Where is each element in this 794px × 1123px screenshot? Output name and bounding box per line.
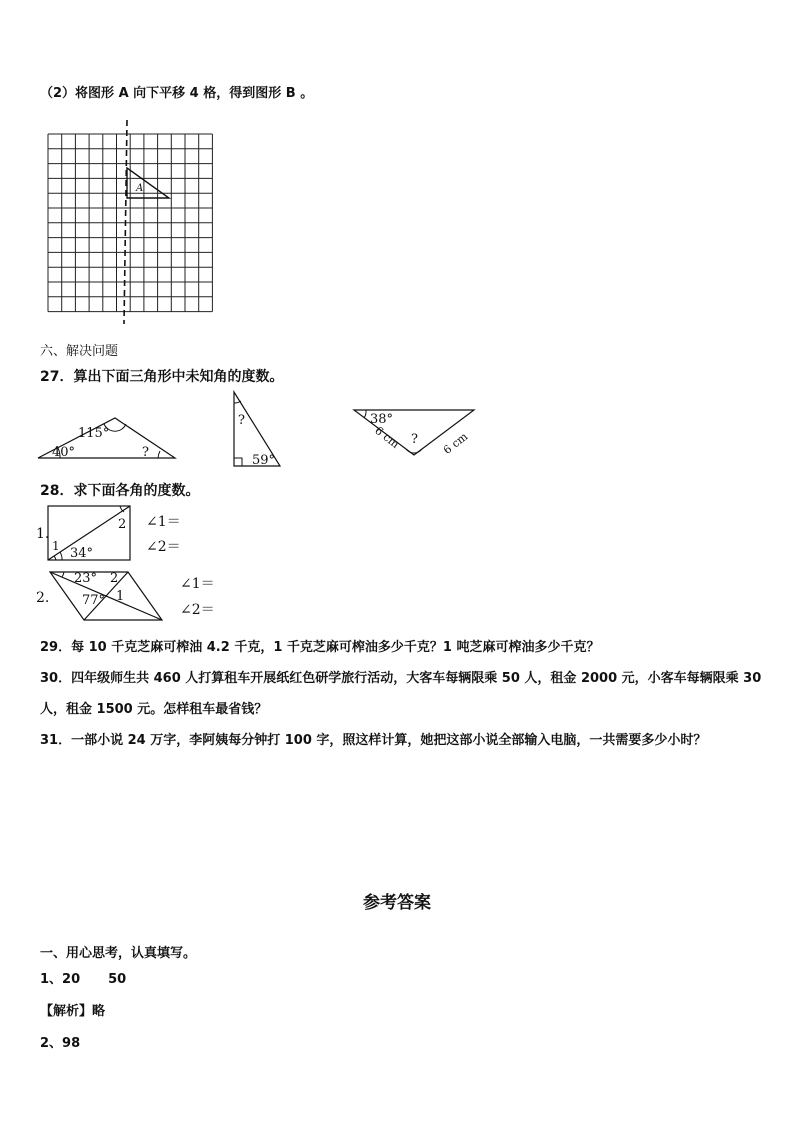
q28-figure-1 [34, 500, 204, 564]
answer-2: 2、98 [40, 1036, 81, 1051]
f1-answer-2: ∠2＝ [146, 539, 181, 555]
f1-number: 1. [36, 526, 50, 542]
section6-heading: 六、解决问题 [40, 344, 119, 359]
t3-side-right: 6 cm [440, 429, 471, 457]
answers-section1: 一、用心思考，认真填写。 [40, 946, 197, 961]
t1-unknown: ? [142, 445, 149, 460]
f1-answer-1: ∠1＝ [146, 514, 181, 530]
t3-angle-38: 38° [370, 412, 394, 427]
f1-angle-2: 2 [118, 517, 127, 532]
f1-angle-1: 1 [52, 539, 60, 553]
q31-text: 31．一部小说 24 万字，李阿姨每分钟打 100 字，照这样计算，她把这部小说全部输入电脑，一共需要多少小时？ [40, 733, 707, 748]
answer-1 [40, 968, 126, 987]
t2-unknown: ? [238, 413, 245, 428]
t3-side-left: 6 cm [372, 424, 402, 451]
f2-angle-77: 77° [82, 593, 106, 608]
f2-answer-1: ∠1＝ [180, 576, 215, 592]
f2-angle-2: 2 [110, 571, 119, 586]
dashed-axis-line [124, 120, 127, 324]
answers-title: 参考答案 [363, 893, 431, 913]
t2-angle-59: 59° [252, 453, 276, 468]
f2-number: 2. [36, 590, 50, 606]
q29-text: 29．每 10 千克芝麻可榨油 4.2 千克，1 千克芝麻可榨油多少千克？1 吨芝麻可榨油多少千克？ [40, 640, 600, 655]
answer-1-note: 【解析】略 [40, 1004, 106, 1019]
f1-angle-34: 34° [70, 546, 94, 561]
answer-1-first: 1、20 [40, 972, 81, 987]
t1-angle-40: 40° [52, 445, 76, 460]
f2-angle-23: 23° [74, 571, 98, 586]
q27-text: 27．算出下面三角形中未知角的度数。 [40, 369, 284, 385]
q28-figure-2 [34, 566, 224, 626]
q28-text: 28．求下面各角的度数。 [40, 483, 200, 499]
part2-instruction: （2）将图形 A 向下平移 4 格，得到图形 B 。 [40, 86, 314, 101]
t1-angle-115: 115° [78, 426, 110, 441]
q27-triangles-figure [30, 388, 490, 470]
t3-unknown: ? [411, 432, 418, 447]
f2-angle-1: 1 [116, 589, 125, 604]
shape-a-label: A [136, 183, 144, 194]
q30-line1: 30．四年级师生共 460 人打算租车开展纸红色研学旅行活动，大客车每辆限乘 50 人，租金 2000 元，小客车每辆限乘 30 [40, 671, 762, 686]
translation-grid-figure [40, 118, 220, 328]
q30-line2: 人，租金 1500 元。怎样租车最省钱？ [40, 702, 268, 717]
answer-1-second: 50 [108, 972, 127, 987]
f2-answer-2: ∠2＝ [180, 602, 215, 618]
